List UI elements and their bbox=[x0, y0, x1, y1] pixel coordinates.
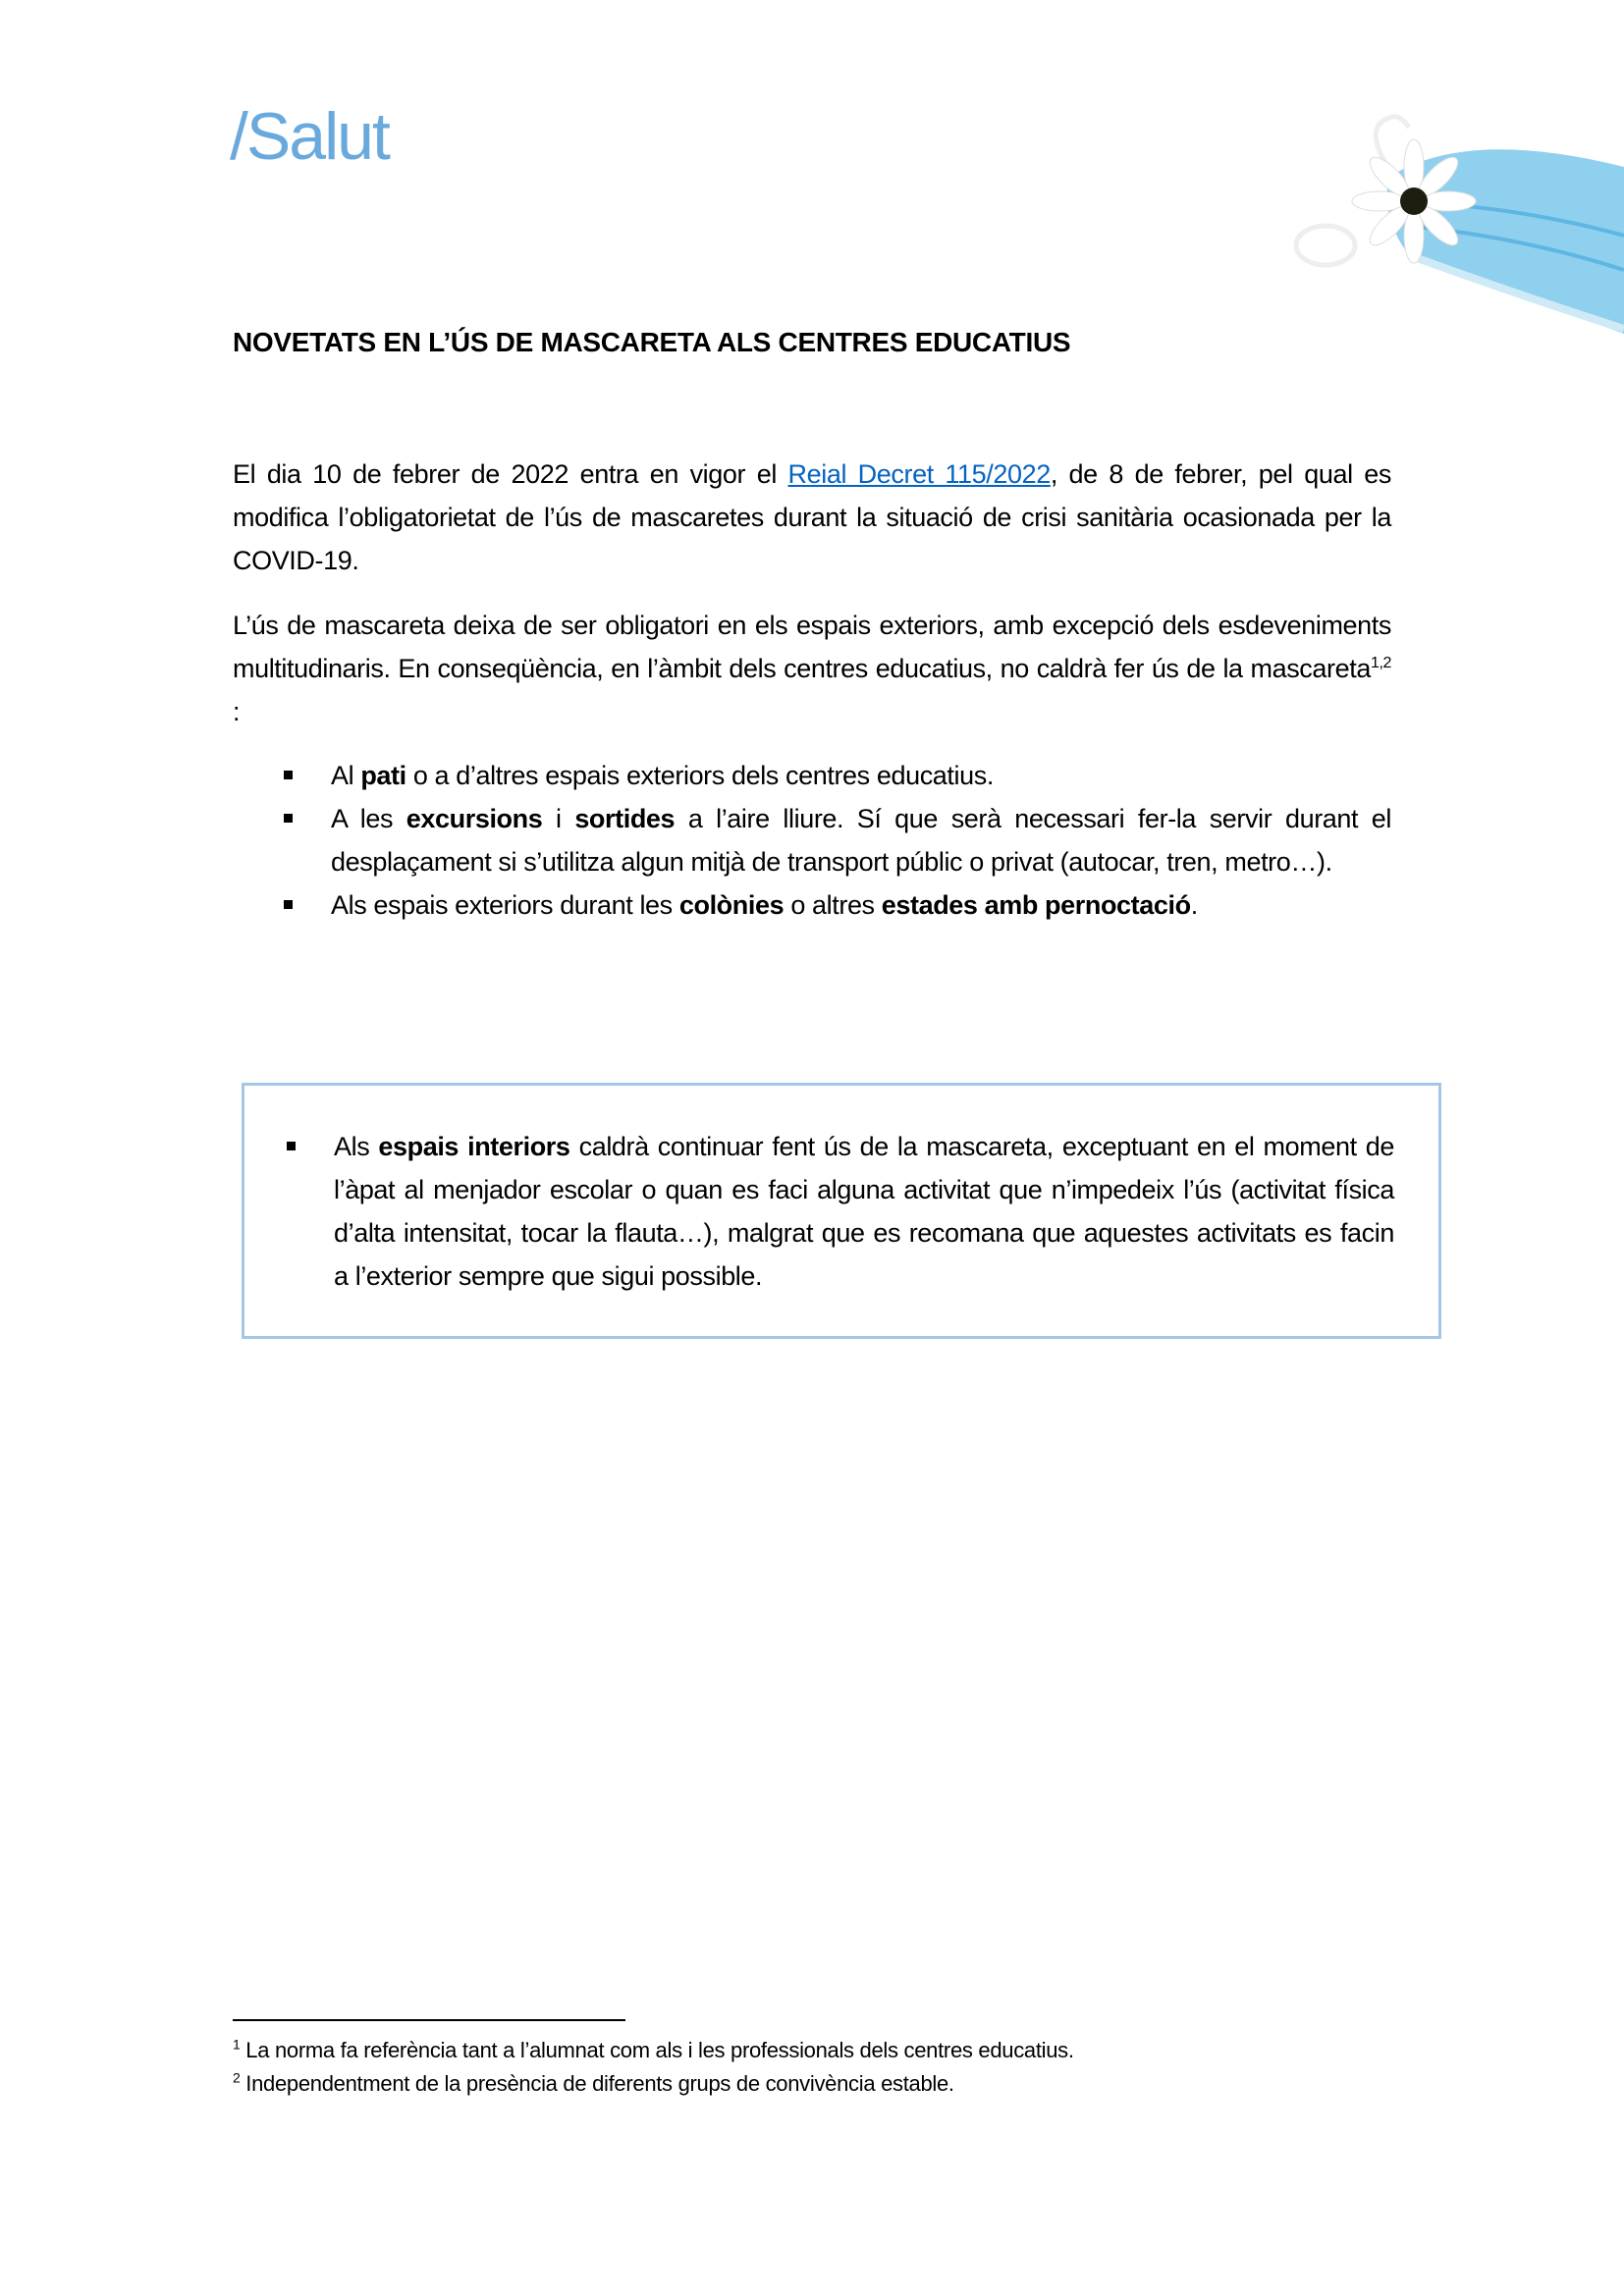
exemption-paragraph bbox=[233, 604, 1391, 733]
item-bold: estades amb pernoctació bbox=[881, 890, 1191, 920]
paragraph-text: El dia 10 de febrer de 2022 entra en vigor el bbox=[233, 459, 788, 489]
footnote-text: La norma fa referència tant a l’alumnat com als i les professionals dels centres educatius. bbox=[240, 2038, 1074, 2062]
footnote-number: 2 bbox=[233, 2069, 241, 2086]
item-bold: sortides bbox=[574, 804, 676, 833]
item-text: i bbox=[542, 804, 575, 833]
footnote-separator bbox=[233, 2019, 625, 2021]
paragraph-text: : bbox=[233, 697, 241, 726]
item-text: Als bbox=[334, 1132, 379, 1161]
item-bold: excursions bbox=[406, 804, 543, 833]
item-bold: pati bbox=[360, 761, 406, 790]
footnote-1 bbox=[233, 2038, 1074, 2063]
item-text: caldrà continuar fent ús de la mascareta, exceptuant en el moment de l’àpat al menjador escolar o quan es faci alguna activitat que n’impedeix l’ús (activitat física d’alta intensitat, tocar la flauta…), malgrat que es recomana que aquestes activitats es facin a l’exterior sempre que sigui possible. bbox=[334, 1132, 1394, 1291]
salut-logo: /Salut bbox=[230, 99, 389, 174]
footnote-number: 1 bbox=[233, 2036, 241, 2053]
bullet-square-icon bbox=[287, 1142, 296, 1150]
item-text: Als espais exteriors durant les bbox=[331, 890, 679, 920]
list-item bbox=[236, 1125, 1394, 1298]
list-item bbox=[233, 797, 1391, 883]
item-text: Al bbox=[331, 761, 361, 790]
exemption-list bbox=[233, 754, 1391, 927]
footnote-text: Independentment de la presència de diferents grups de convivència estable. bbox=[240, 2071, 954, 2096]
item-bold: colònies bbox=[678, 890, 785, 920]
item-text: o a d’altres espais exteriors dels centres educatius. bbox=[406, 761, 994, 790]
list-item bbox=[233, 754, 1391, 797]
interior-list bbox=[236, 1125, 1394, 1298]
bullet-square-icon bbox=[284, 814, 293, 823]
paragraph-text: , de 8 de febrer, pel qual es modifica l’obligatorietat de l’ús de mascaretes durant la situació de crisi sanitària ocasionada per la COVID-19. bbox=[233, 459, 1391, 575]
interior-spaces-box bbox=[242, 1083, 1441, 1339]
mask-flower-image bbox=[1272, 108, 1624, 334]
footnote-ref[interactable]: 1,2 bbox=[1370, 655, 1391, 671]
paragraph-text: L’ús de mascareta deixa de ser obligatori en els espais exteriors, amb excepció dels esdeveniments multitudinaris. En conseqüència, en l’àmbit dels centres educatius, no caldrà fer ús de la mascareta bbox=[233, 611, 1391, 683]
bullet-square-icon bbox=[284, 900, 293, 909]
item-text: . bbox=[1190, 890, 1198, 920]
reial-decret-link[interactable]: Reial Decret 115/2022 bbox=[787, 459, 1051, 489]
item-bold: espais interiors bbox=[378, 1132, 570, 1161]
item-text: o altres bbox=[784, 890, 882, 920]
list-item bbox=[233, 883, 1391, 927]
intro-paragraph bbox=[233, 453, 1391, 582]
page-title: NOVETATS EN L’ÚS DE MASCARETA ALS CENTRES EDUCATIUS bbox=[233, 327, 1071, 357]
item-text: A les bbox=[331, 804, 406, 833]
footnote-2 bbox=[233, 2071, 954, 2097]
item-text: a l’aire lliure. Sí que serà necessari fer-la servir durant el desplaçament si s’utilitza algun mitjà de transport públic o privat (autocar, tren, metro…). bbox=[331, 804, 1392, 877]
bullet-square-icon bbox=[284, 771, 293, 779]
